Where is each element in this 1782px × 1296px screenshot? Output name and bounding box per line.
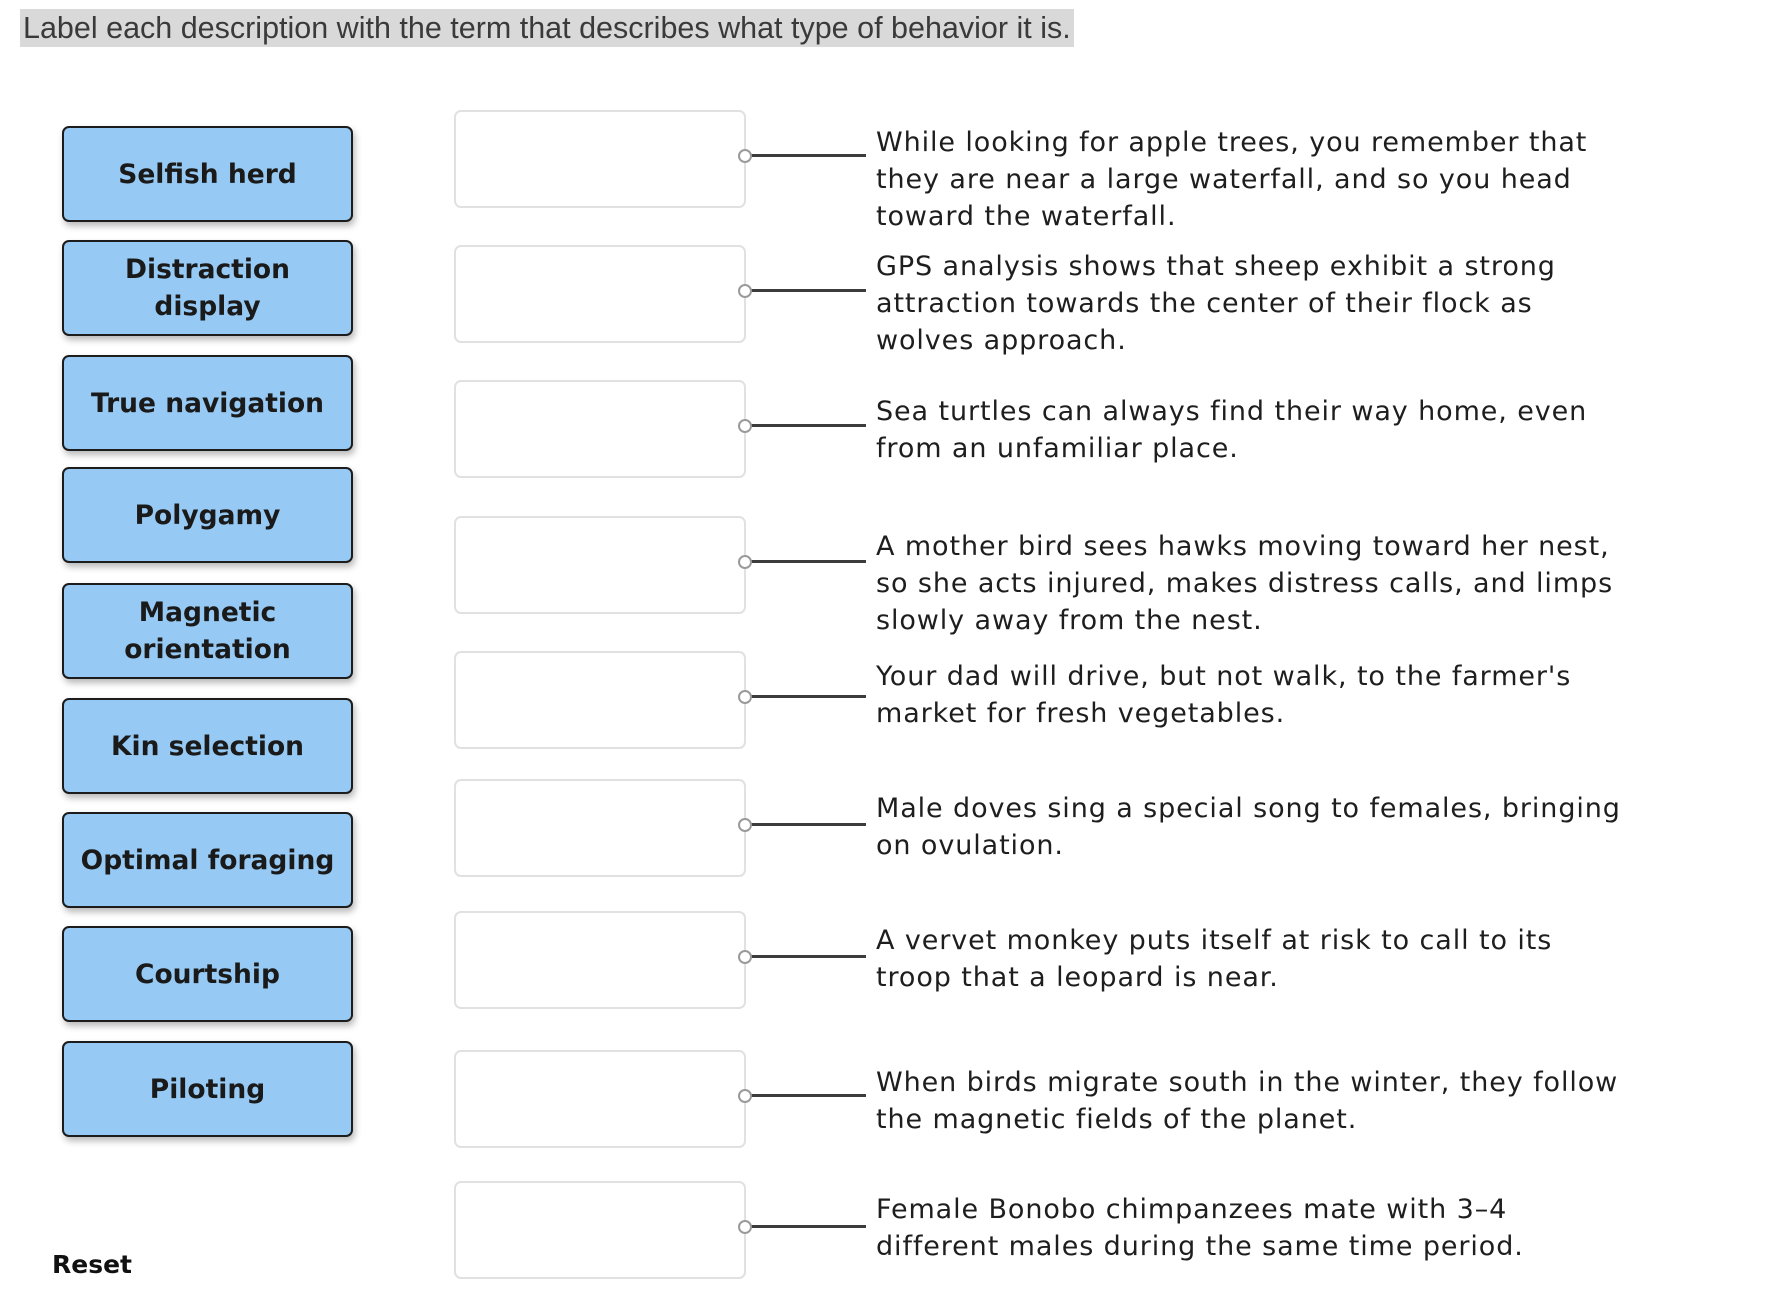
drop-target-7[interactable] bbox=[454, 911, 746, 1009]
leader-line-1 bbox=[746, 154, 866, 157]
label-tile-courtship[interactable]: Courtship bbox=[62, 926, 353, 1022]
connector-dot-4 bbox=[738, 555, 752, 569]
description-8: When birds migrate south in the winter, they follow the magnetic fields of the planet. bbox=[876, 1067, 1619, 1135]
connector-dot-7 bbox=[738, 950, 752, 964]
connector-dot-8 bbox=[738, 1089, 752, 1103]
description-3: Sea turtles can always find their way home, even from an unfamiliar place. bbox=[876, 396, 1588, 464]
description-7: A vervet monkey puts itself at risk to call to its troop that a leopard is near. bbox=[876, 925, 1553, 993]
leader-line-2 bbox=[746, 289, 866, 292]
label-tile-piloting[interactable]: Piloting bbox=[62, 1041, 353, 1137]
leader-line-7 bbox=[746, 955, 866, 958]
description-5: Your dad will drive, but not walk, to the farmer's market for fresh vegetables. bbox=[876, 661, 1572, 729]
label-tile-selfish-herd[interactable]: Selfish herd bbox=[62, 126, 353, 222]
label-tile-magnetic-orientation[interactable]: Magnetic orientation bbox=[62, 583, 353, 679]
label-tile-true-navigation[interactable]: True navigation bbox=[62, 355, 353, 451]
connector-dot-3 bbox=[738, 419, 752, 433]
label-tile-kin-selection[interactable]: Kin selection bbox=[62, 698, 353, 794]
description-1: While looking for apple trees, you remember that they are near a large waterfall, and so you head toward the waterfall. bbox=[876, 127, 1588, 232]
label-tile-distraction-display[interactable]: Distraction display bbox=[62, 240, 353, 336]
connector-dot-1 bbox=[738, 149, 752, 163]
drop-target-9[interactable] bbox=[454, 1181, 746, 1279]
description-4: A mother bird sees hawks moving toward her nest, so she acts injured, makes distress calls, and limps slowly away from the nest. bbox=[876, 531, 1614, 636]
description-9: Female Bonobo chimpanzees mate with 3–4 different males during the same time period. bbox=[876, 1194, 1524, 1262]
drop-target-2[interactable] bbox=[454, 245, 746, 343]
drop-target-8[interactable] bbox=[454, 1050, 746, 1148]
reset-button[interactable]: Reset bbox=[52, 1250, 132, 1279]
connector-dot-5 bbox=[738, 690, 752, 704]
connector-dot-9 bbox=[738, 1220, 752, 1234]
leader-line-8 bbox=[746, 1094, 866, 1097]
connector-dot-6 bbox=[738, 818, 752, 832]
leader-line-9 bbox=[746, 1225, 866, 1228]
description-6: Male doves sing a special song to females, bringing on ovulation. bbox=[876, 793, 1621, 861]
leader-line-4 bbox=[746, 560, 866, 563]
drop-target-3[interactable] bbox=[454, 380, 746, 478]
leader-line-5 bbox=[746, 695, 866, 698]
label-tile-polygamy[interactable]: Polygamy bbox=[62, 467, 353, 563]
label-tile-optimal-foraging[interactable]: Optimal foraging bbox=[62, 812, 353, 908]
drop-target-4[interactable] bbox=[454, 516, 746, 614]
leader-line-3 bbox=[746, 424, 866, 427]
connector-dot-2 bbox=[738, 284, 752, 298]
instruction-text: Label each description with the term that describes what type of behavior it is. bbox=[20, 9, 1074, 47]
drop-target-6[interactable] bbox=[454, 779, 746, 877]
leader-line-6 bbox=[746, 823, 866, 826]
description-2: GPS analysis shows that sheep exhibit a strong attraction towards the center of their flock as wolves approach. bbox=[876, 251, 1556, 356]
drop-target-5[interactable] bbox=[454, 651, 746, 749]
drop-target-1[interactable] bbox=[454, 110, 746, 208]
